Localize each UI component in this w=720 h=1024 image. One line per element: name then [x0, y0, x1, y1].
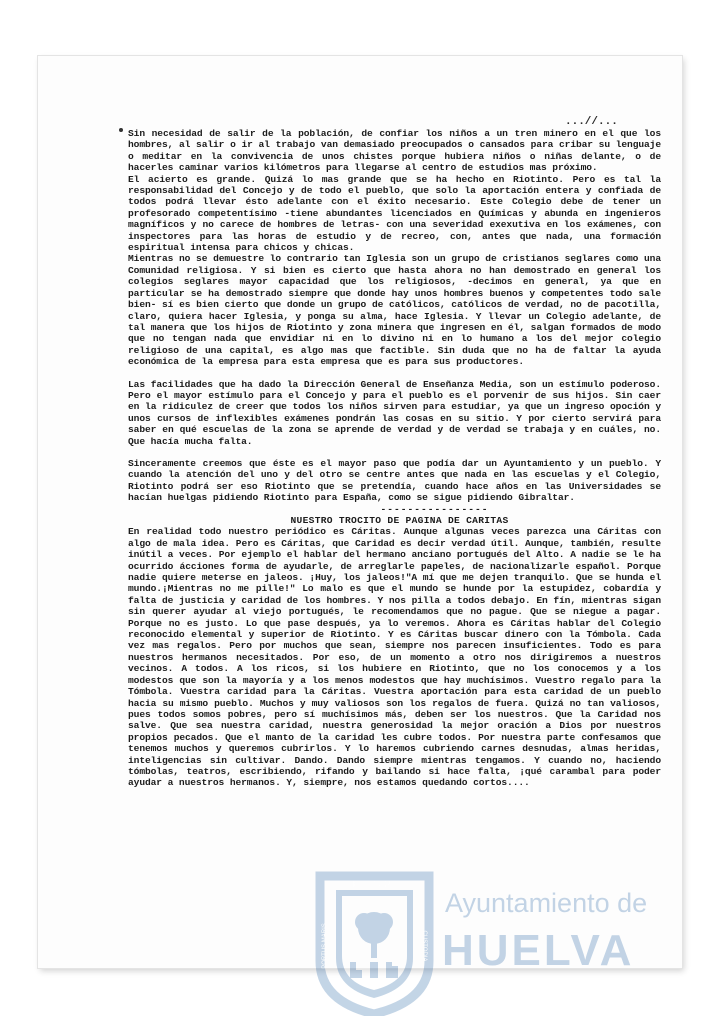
paragraph-3: Mientras no se demuestre lo contrario tan Iglesia son un grupo de cristianos seglares como una Comunidad religiosa. Y si bien es cierto que hasta ahora no han demostrado en general los colegios seglares mayor capacidad que los religiosos, -decimos en general, ya que en particular se ha demostrado siempre que donde hay unos hombres buenos y competentes todo sale bien- sí es bien cierto que donde un grupo de católicos, católicos de verdad, no de pacotilla, claro, quiera hacer Iglesia, y ponga su alma, hace Iglesia. Y llevar un Colegio adelante, de tal manera que los hijos de Riotinto y zona minera que ingresen en él, salgan formados de modo que no tengan nada que envidiar ni en lo divino ni en lo humano a los del mejor colegio religioso de una capital, es algo mas que factible. Sin duda que no ha de faltar la ayuda económica de la empresa para esta empresa que es para sus productores. — [128, 253, 661, 368]
bullet-mark — [119, 128, 123, 132]
separator-line: ---------------- — [380, 503, 489, 515]
seal-top-text: ET TERRÆ — [353, 880, 395, 889]
watermark-line-2: HUELVA — [442, 926, 635, 975]
caritas-paragraph: En realidad todo nuestro periódico es Cáritas. Aunque algunas veces parezca una Cáritas con algo de mala idea. Pero es Cáritas, que Caridad es decir verdad útil. Aunque, también, resulte inútil a veces. Por ejemplo el hablar del hermano anciano portugués del Alto. A nadie se le ha ocurrido ácciones forma de ayudarle, de arreglarle papeles, de nacionalizarle español. Porque nadie quiere meterse en jaleos. ¡Huy, los jaleos!"A mí que me dejen tranquilo. Que se hunda el mundo.¡Mientras no me pille!" Lo malo es que el mundo se hunde por la estupidez, cobardía y falta de justicia y caridad de los hombres. Y nos pilla a todos debajo. En fín, mientras sigan sin querer ayudar al viejo portugués, le recomendamos que no pague. Que se niegue a pagar. Porque no es justo. Lo que pase después, ya lo veremos. Ahora es Cáritas hablar del Colegio reconocido elemental y superior de Riotinto. Y es Cáritas buscar dinero con la Tómbola. Cada vez mas regalos. Pero por muchos que sean, siempre nos parecen insuficientes. Todo es para nuestros hermanos necesitados. Por eso, de un momento a otro nos dirigiremos a nuestros vecinos. A todos. A los ricos, si los hubiere en Riotinto, que no los conocemos y a los modestos que son la mayoría y a los menos modestos que hay muchísimos. Vuestro regalo para la Tómbola. Vuestra caridad para la Cáritas. Vuestra aportación para esta caridad de un pueblo hacia su mismo pueblo. Muchos y muy valiosos son los regalos de fuera. Quizá no tan valiosos, pues todos somos pobres, pero sí muchísimos más, deben ser los nuestros. Que la Caridad nos salve. Que sea nuestra caridad, nuestra generosidad la mejor oración a Dios por nuestros propios pecados. Que el manto de la caridad les cubre todos. Por nuestra parte confesamos que tenemos muchos y queremos cubrirlos. Y lo haremos cubriendo carnes desnudas, almas heridas, inteligencias sin cultivar. Dando. Dando siempre mientras tengamos. Y cuando no, haciendo tómbolas, teatros, escribiendo, rifando y bailando si hace falta, ¡qué carambal para poder ayudar a nuestros hermanos. Y, siempre, nos estamos quedando cortos.... — [128, 526, 661, 789]
section-heading: NUESTRO TROCITO DE PAGINA DE CARITAS — [290, 515, 509, 526]
typed-text-body — [128, 128, 661, 789]
paragraph-4: Las facilidades que ha dado la Dirección General de Enseñanza Media, son un estímulo poderoso. Pero el mayor estímulo para el Concejo y para el pueblo es el porvenir de sus hijos. Sin caer en la ridiculez de creer que todos los niños sirven para estudiar, ya que un ingreso opoción y unos cursos de inflexibles exámenes pondrán las cosas en su sitio. Y por cierto servirá para saber en qué escuelas de la zona se aprende de verdad y de verdad se trabaja y en cuáles, no. Que hacía mucha falta. — [128, 378, 661, 447]
paragraph-5: Sinceramente creemos que éste es el mayor paso que podía dar un Ayuntamiento y un pueblo. Y cuando la atención del uno y del otro se centre antes que nada en las escuelas y el Colegio, Riotinto podrá ser eso Riotinto que se pretendía, cuando hace años en las Universidades se hacían huelgas pidiendo Riotinto para España, como se sigue pidiendo Gibraltar. — [128, 457, 661, 504]
seal-left-text: PORTUS MARIS — [322, 923, 328, 969]
page-marker: ...//... — [565, 116, 618, 128]
ayuntamiento-huelva-watermark — [312, 866, 648, 1016]
section-heading-block — [128, 504, 661, 527]
city-seal-icon — [312, 866, 437, 1016]
paragraph-2: El acierto es grande. Quizá lo mas grande que se ha hecho en Riotinto. Pero es tal la responsabilidad del Concejo y de todo el pueblo, que solo la aportación entera y confiada de todos podrá llevar ésto adelante con el éxito necesario. Este Colegio debe de tener un profesorado competentísimo -tiene abundantes licenciados en Químicas y abunda en ingenieros magníficos y no carece de hombres de letras- con una severidad exexutiva en los exámenes, con inspectores para las horas de estudio y de recreo, con, antes que nada, una formación espiritual intensa para chicos y chicas. — [128, 173, 661, 254]
paragraph-1: Sin necesidad de salir de la población, de confiar los niños a un tren minero en el que los hombres, al salir o ir al trabajo van demasiado preocupados o cansados para cribar su lenguaje o meditar en la convivencia de unos chistes porque hubiera niños o niñas delante, o de hacerles caminar varios kilómetros para llegarse al centro de estudios mas próximo. — [128, 128, 661, 174]
watermark-line-1: Ayuntamiento de — [445, 888, 648, 918]
seal-right-text: CUSTODIA — [421, 930, 427, 962]
